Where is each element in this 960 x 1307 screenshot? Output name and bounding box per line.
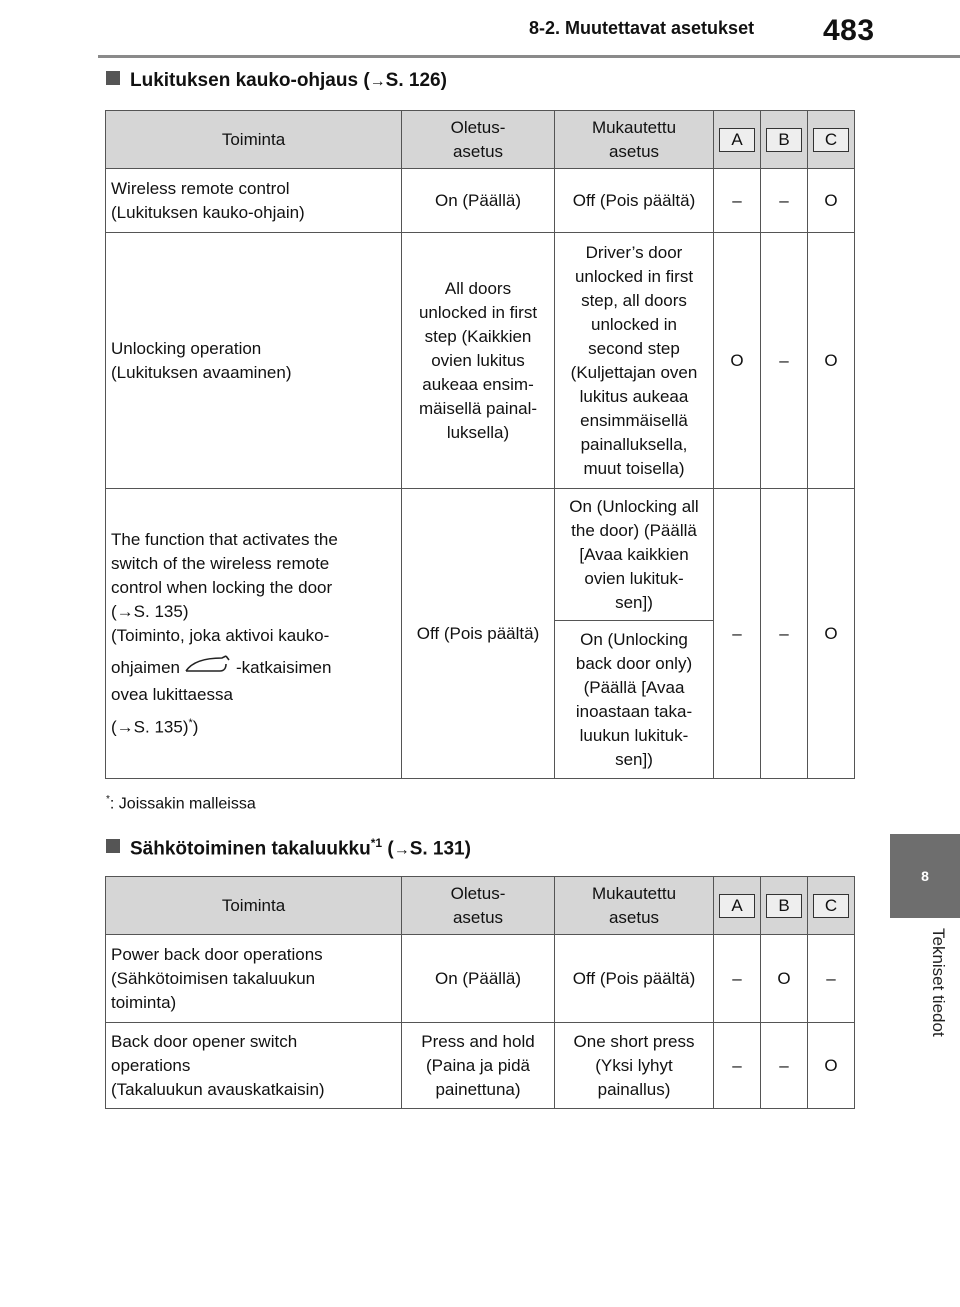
table-header-row [106,877,855,935]
settings-table-power-back-door [105,876,855,1109]
cell-function: Power back door operations (Sähkötoimisen takaluukun toiminta) [106,935,402,1023]
cell-function: Back door opener switch operations (Takaluukun avauskatkaisin) [106,1023,402,1109]
cell-b: – [761,233,808,489]
header-rule [98,55,960,58]
running-header: 8-2. Muutettavat asetukset [529,18,755,38]
cell-b: – [761,169,808,233]
cell-b: – [761,489,808,779]
col-header-function: Toiminta [106,877,402,935]
table-row [106,489,855,621]
letter-c-box: C [813,894,849,918]
cell-default: Press and hold (Paina ja pidä painettuna) [402,1023,555,1109]
arrow-right-icon: → [116,717,134,737]
cell-custom: One short press (Yksi lyhyt painallus) [555,1023,714,1109]
table-row [106,1023,855,1109]
cell-a: – [714,169,761,233]
square-bullet-icon [106,839,120,853]
col-header-c [808,111,855,169]
cell-a: – [714,935,761,1023]
col-header-a [714,111,761,169]
cell-a: – [714,1023,761,1109]
letter-a-box: A [719,128,755,152]
section-heading-power-back-door: Sähkötoiminen takaluukku$^{*1}$ (→S. 131) [106,836,471,860]
section-heading-remote-lock: Lukituksen kauko-ohjaus (→S. 126) [106,70,447,92]
cell-c: O [808,169,855,233]
arrow-right-icon: → [393,841,410,859]
col-header-custom: Mukautettu asetus [555,877,714,935]
page-number: 483 [823,14,875,47]
arrow-right-icon: → [116,601,134,621]
cell-custom: On (Unlocking all the door) (Päällä [Avaa kaikkien ovien lukituk- sen]) [555,489,714,621]
cell-default: On (Päällä) [402,169,555,233]
col-header-b [761,877,808,935]
arrow-right-icon: → [369,73,386,90]
square-bullet-icon [106,71,120,85]
cell-a: – [714,489,761,779]
col-header-a [714,877,761,935]
chapter-label: Tekniset tiedot [929,928,948,1037]
settings-table-remote-lock [105,110,855,779]
col-header-default: Oletus- asetus [402,111,555,169]
cell-function: Wireless remote control (Lukituksen kauko-ohjain) [106,169,402,233]
cell-c: O [808,233,855,489]
table-row [106,233,855,489]
chapter-tab: 8 [890,834,960,918]
cell-custom: On (Unlocking back door only) (Päällä [Avaa inoastaan taka- luukun lukituk- sen]) [555,621,714,779]
cell-default: All doors unlocked in first step (Kaikkien ovien lukitus aukeaa ensim- mäisellä painal- luksella) [402,233,555,489]
cell-custom: Off (Pois päältä) [555,169,714,233]
cell-function: Unlocking operation (Lukituksen avaaminen) [106,233,402,489]
cell-function-lock-switch: The function that activates the switch of the wireless remote control when locking the door (→S. 135) (Toiminto, joka aktivoi kauko- ohjaimen -katkaisimen ovea lukittaessa (→S. 135)*) [106,489,402,779]
col-header-custom: Mukautettu asetus [555,111,714,169]
cell-b: – [761,1023,808,1109]
col-header-function: Toiminta [106,111,402,169]
col-header-default: Oletus- asetus [402,877,555,935]
col-header-c [808,877,855,935]
cell-default: Off (Pois päältä) [402,489,555,779]
lock-switch-icon [182,654,234,683]
table-header-row [106,111,855,169]
cell-c: – [808,935,855,1023]
cell-b: O [761,935,808,1023]
table-row [106,169,855,233]
table-row [106,935,855,1023]
cell-default: On (Päällä) [402,935,555,1023]
footnote: *: Joissakin malleissa [106,794,256,813]
cell-custom: Off (Pois päältä) [555,935,714,1023]
cell-c: O [808,1023,855,1109]
cell-custom: Driver’s door unlocked in first step, all doors unlocked in second step (Kuljettajan oven lukitus aukeaa ensimmäisellä painalluksella, muut toisella) [555,233,714,489]
letter-a-box: A [719,894,755,918]
cell-c: O [808,489,855,779]
letter-b-box: B [766,128,802,152]
cell-a: O [714,233,761,489]
col-header-b [761,111,808,169]
letter-b-box: B [766,894,802,918]
letter-c-box: C [813,128,849,152]
